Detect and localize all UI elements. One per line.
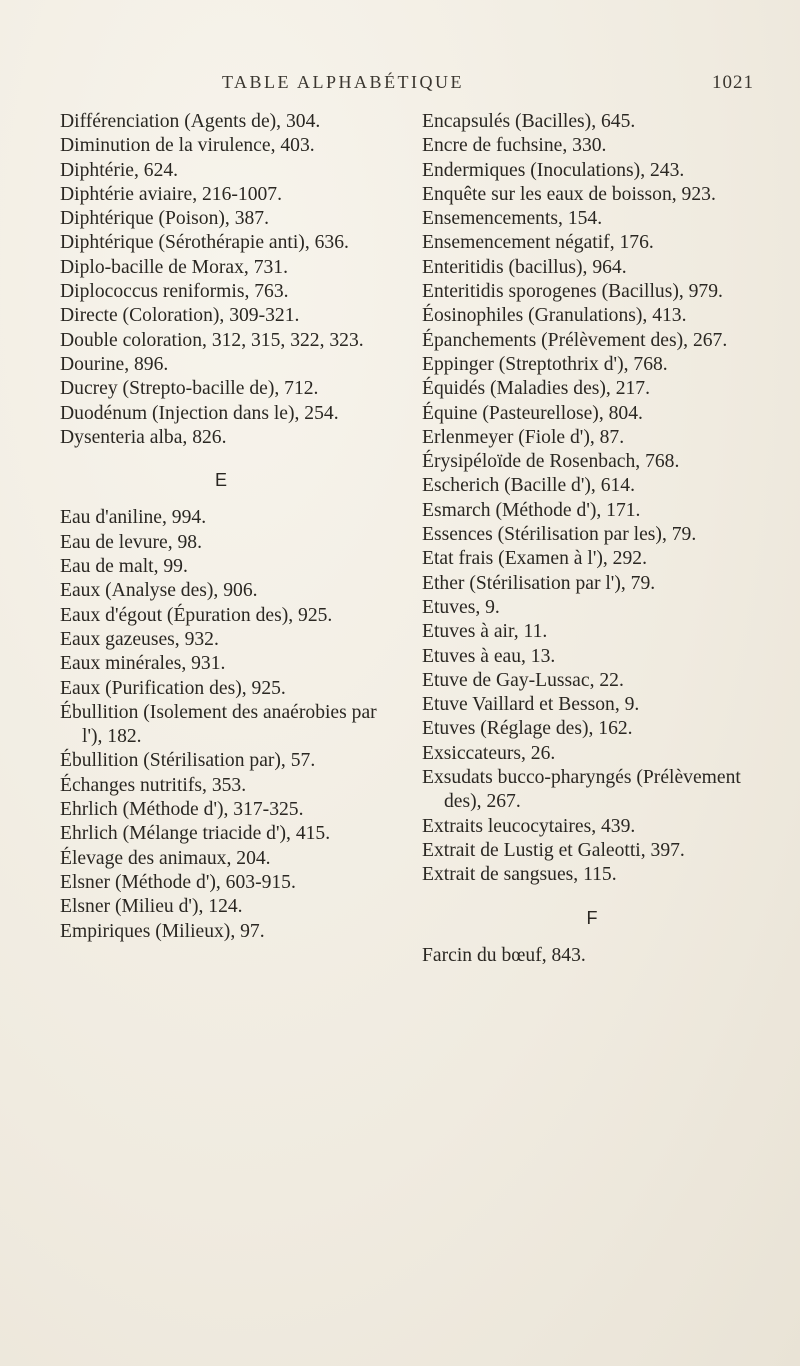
index-entry: Eaux d'égout (Épuration des), 925.	[60, 604, 333, 626]
index-entry: Ehrlich (Mélange triacide d'), 415.	[60, 823, 331, 845]
entries-e-continued	[422, 110, 762, 888]
page-header	[0, 72, 800, 96]
index-entry: Etat frais (Examen à l'), 292.	[422, 548, 647, 570]
index-entry: Eau de malt, 99.	[60, 556, 188, 578]
index-entry: Dourine, 896.	[60, 353, 169, 375]
index-entry: Eau d'aniline, 994.	[60, 507, 207, 529]
index-entry: Elsner (Milieu d'), 124.	[60, 896, 243, 918]
entries-d	[60, 110, 382, 450]
index-entry: Etuves, 9.	[422, 596, 500, 618]
index-entry: Échanges nutritifs, 353.	[60, 774, 247, 796]
index-entry: Diphtérique (Poison), 387.	[60, 208, 269, 230]
index-entry: Diphtérie, 624.	[60, 159, 179, 181]
index-column-right	[422, 110, 762, 968]
entries-e	[60, 506, 382, 943]
index-entry: Extrait de Lustig et Galeotti, 397.	[422, 839, 685, 861]
index-entry: Etuves (Réglage des), 162.	[422, 718, 633, 740]
index-entry: Ensemencement négatif, 176.	[422, 232, 654, 254]
index-entry: Ébullition (Stérilisation par), 57.	[60, 750, 316, 772]
index-entry: Empiriques (Milieux), 97.	[60, 920, 265, 942]
index-entry: Exsudats bucco-pharyngés (Prélèvement des), 267.	[422, 767, 741, 813]
index-entry: Extraits leucocytaires, 439.	[422, 815, 636, 837]
page-number: 1021	[712, 72, 754, 93]
index-entry: Ether (Stérilisation par l'), 79.	[422, 572, 656, 594]
index-entry: Erlenmeyer (Fiole d'), 87.	[422, 426, 625, 448]
index-entry: Etuves à air, 11.	[422, 621, 548, 643]
index-entry: Diplococcus reniformis, 763.	[60, 281, 289, 303]
entries-f	[422, 944, 762, 968]
index-entry: Ensemencements, 154.	[422, 208, 603, 230]
index-entry: Élevage des animaux, 204.	[60, 847, 271, 869]
index-entry: Ducrey (Strepto-bacille de), 712.	[60, 378, 319, 400]
index-entry: Extrait de sangsues, 115.	[422, 864, 617, 886]
index-entry: Ébullition (Isolement des anaérobies par l'), 182.	[60, 701, 377, 748]
index-entry: Eaux (Purification des), 925.	[60, 677, 286, 699]
index-entry: Équine (Pasteurellose), 804.	[422, 402, 643, 424]
section-letter-f: F	[586, 907, 598, 928]
index-entry: Eau de levure, 98.	[60, 531, 202, 553]
index-entry: Elsner (Méthode d'), 603-915.	[60, 871, 296, 893]
index-entry: Esmarch (Méthode d'), 171.	[422, 499, 641, 521]
running-title: TABLE ALPHABÉTIQUE	[222, 72, 465, 92]
section-letter-e: E	[214, 470, 227, 491]
index-entry: Enteritidis sporogenes (Bacillus), 979.	[422, 281, 723, 303]
index-entry: Exsiccateurs, 26.	[422, 742, 556, 764]
index-entry: Ehrlich (Méthode d'), 317-325.	[60, 799, 304, 821]
index-entry: Éosinophiles (Granulations), 413.	[422, 305, 687, 327]
index-entry: Encre de fuchsine, 330.	[422, 135, 607, 157]
index-entry: Eaux gazeuses, 932.	[60, 628, 219, 650]
index-entry: Etuve de Gay-Lussac, 22.	[422, 669, 624, 691]
index-entry: Endermiques (Inoculations), 243.	[422, 159, 685, 181]
index-entry: Différenciation (Agents de), 304.	[60, 111, 321, 132]
index-entry: Duodénum (Injection dans le), 254.	[60, 402, 339, 424]
index-column-left	[60, 110, 382, 944]
index-entry: Diphtérie aviaire, 216-1007.	[60, 183, 282, 205]
index-entry: Eaux minérales, 931.	[60, 653, 226, 675]
index-entry: Érysipéloïde de Rosenbach, 768.	[422, 451, 680, 473]
index-entry: Double coloration, 312, 315, 322, 323.	[60, 329, 364, 351]
index-entry: Essences (Stérilisation par les), 79.	[422, 524, 697, 546]
index-entry: Eaux (Analyse des), 906.	[60, 580, 258, 602]
index-entry: Diminution de la virulence, 403.	[60, 135, 315, 157]
index-entry: Enquête sur les eaux de boisson, 923.	[422, 183, 716, 205]
index-entry: Épanchements (Prélèvement des), 267.	[422, 329, 728, 351]
index-entry: Enteritidis (bacillus), 964.	[422, 256, 627, 278]
index-entry: Diplo-bacille de Morax, 731.	[60, 256, 288, 278]
index-entry: Encapsulés (Bacilles), 645.	[422, 111, 636, 132]
index-entry: Diphtérique (Sérothérapie anti), 636.	[60, 232, 349, 254]
index-entry: Eppinger (Streptothrix d'), 768.	[422, 353, 668, 375]
index-entry: Etuves à eau, 13.	[422, 645, 556, 667]
index-entry: Etuve Vaillard et Besson, 9.	[422, 694, 640, 716]
index-entry: Dysenteria alba, 826.	[60, 426, 227, 448]
index-entry: Escherich (Bacille d'), 614.	[422, 475, 635, 497]
index-entry: Équidés (Maladies des), 217.	[422, 378, 650, 400]
index-entry: Directe (Coloration), 309-321.	[60, 305, 300, 327]
index-entry: Farcin du bœuf, 843.	[422, 944, 586, 966]
